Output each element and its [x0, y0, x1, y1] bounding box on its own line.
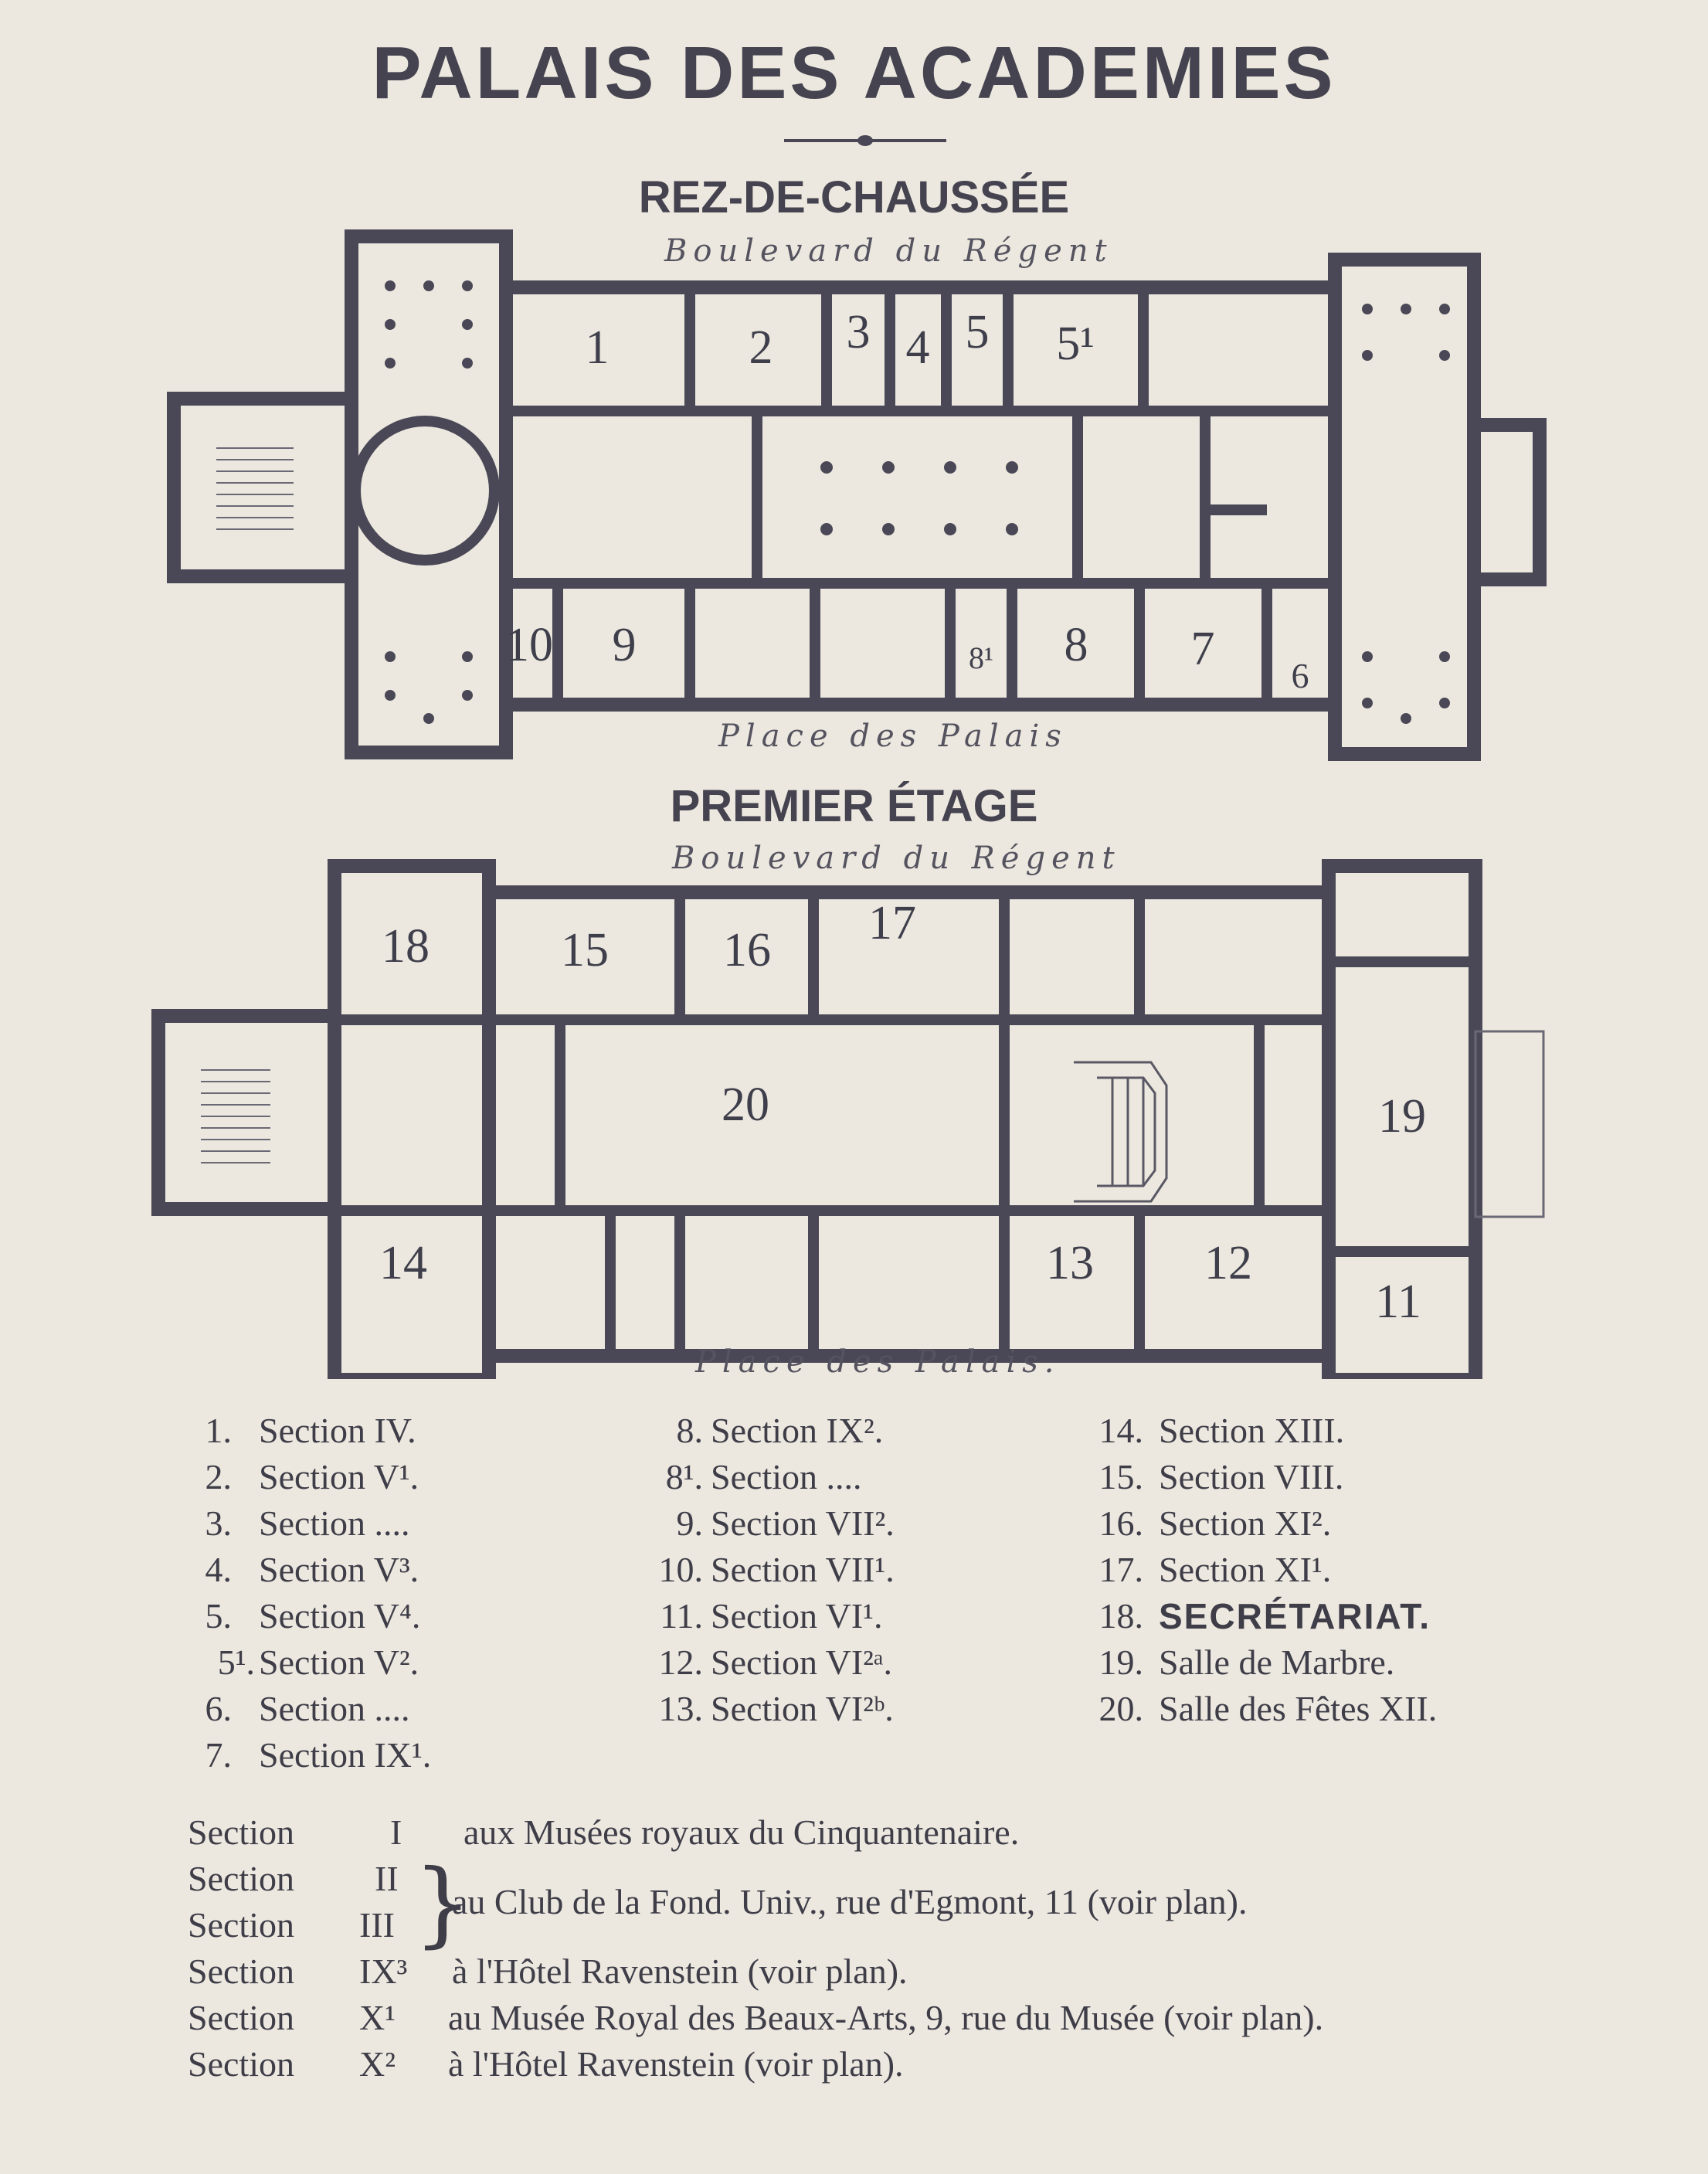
room-label-9: 9 — [612, 619, 637, 671]
ground-floor-heading: REZ-DE-CHAUSSÉE — [638, 172, 1070, 222]
ground-floor-plan — [0, 224, 1708, 780]
note-label: Section — [188, 1952, 294, 1991]
note-text: au Club de la Fond. Univ., rue d'Egmont, 11 (voir plan). — [452, 1882, 1248, 1921]
room-label-3: 3 — [846, 306, 871, 358]
room-label-15: 15 — [561, 924, 609, 977]
room-label-19: 19 — [1378, 1090, 1426, 1143]
first-floor-plan — [0, 854, 1708, 1379]
room-label-2: 2 — [749, 321, 773, 374]
room-label-5-1: 5¹ — [1056, 318, 1095, 370]
room-label-12: 12 — [1204, 1237, 1252, 1289]
room-label-8-1: 8¹ — [969, 640, 993, 675]
room-label-13: 13 — [1046, 1237, 1094, 1289]
note-label: Section — [188, 1998, 294, 2037]
note-roman: III — [359, 1905, 395, 1945]
note-text: au Musée Royal des Beaux-Arts, 9, rue du Musée (voir plan). — [448, 1998, 1324, 2037]
room-label-20: 20 — [722, 1079, 769, 1131]
ground-floor-street-bottom: Place des Palais — [718, 718, 1068, 754]
note-roman: I — [390, 1812, 402, 1852]
room-label-7: 7 — [1190, 623, 1215, 675]
first-floor-street-top: Boulevard du Régent — [672, 841, 1121, 876]
first-floor-heading: PREMIER ÉTAGE — [670, 781, 1038, 831]
title-rule-ornament — [857, 135, 873, 146]
first-floor-street-bottom: Place des Palais. — [695, 1344, 1061, 1380]
room-label-10: 10 — [505, 619, 553, 671]
room-label-1: 1 — [585, 321, 610, 374]
room-label-8: 8 — [1064, 619, 1088, 671]
room-label-5: 5 — [965, 306, 990, 358]
room-label-18: 18 — [382, 920, 430, 973]
room-label-16: 16 — [723, 924, 771, 977]
note-text: aux Musées royaux du Cinquantenaire. — [464, 1812, 1020, 1852]
room-label-17: 17 — [868, 897, 916, 949]
note-label: Section — [188, 1812, 294, 1852]
room-label-6: 6 — [1291, 656, 1309, 695]
room-label-4: 4 — [905, 321, 930, 374]
note-roman: IX³ — [359, 1952, 408, 1991]
note-roman: II — [375, 1859, 399, 1898]
note-text: à l'Hôtel Ravenstein (voir plan). — [452, 1952, 908, 1991]
room-label-11: 11 — [1375, 1276, 1421, 1328]
note-label: Section — [188, 1905, 294, 1945]
note-label: Section — [188, 1859, 294, 1898]
page-title: PALAIS DES ACADEMIES — [372, 32, 1336, 114]
note-label: Section — [188, 2044, 294, 2084]
room-label-14: 14 — [379, 1237, 427, 1289]
brace-icon: } — [413, 1850, 473, 1958]
note-text: à l'Hôtel Ravenstein (voir plan). — [448, 2044, 904, 2084]
note-roman: X¹ — [359, 1998, 396, 2037]
ground-floor-street-top: Boulevard du Régent — [664, 233, 1113, 269]
note-roman: X² — [359, 2044, 396, 2084]
